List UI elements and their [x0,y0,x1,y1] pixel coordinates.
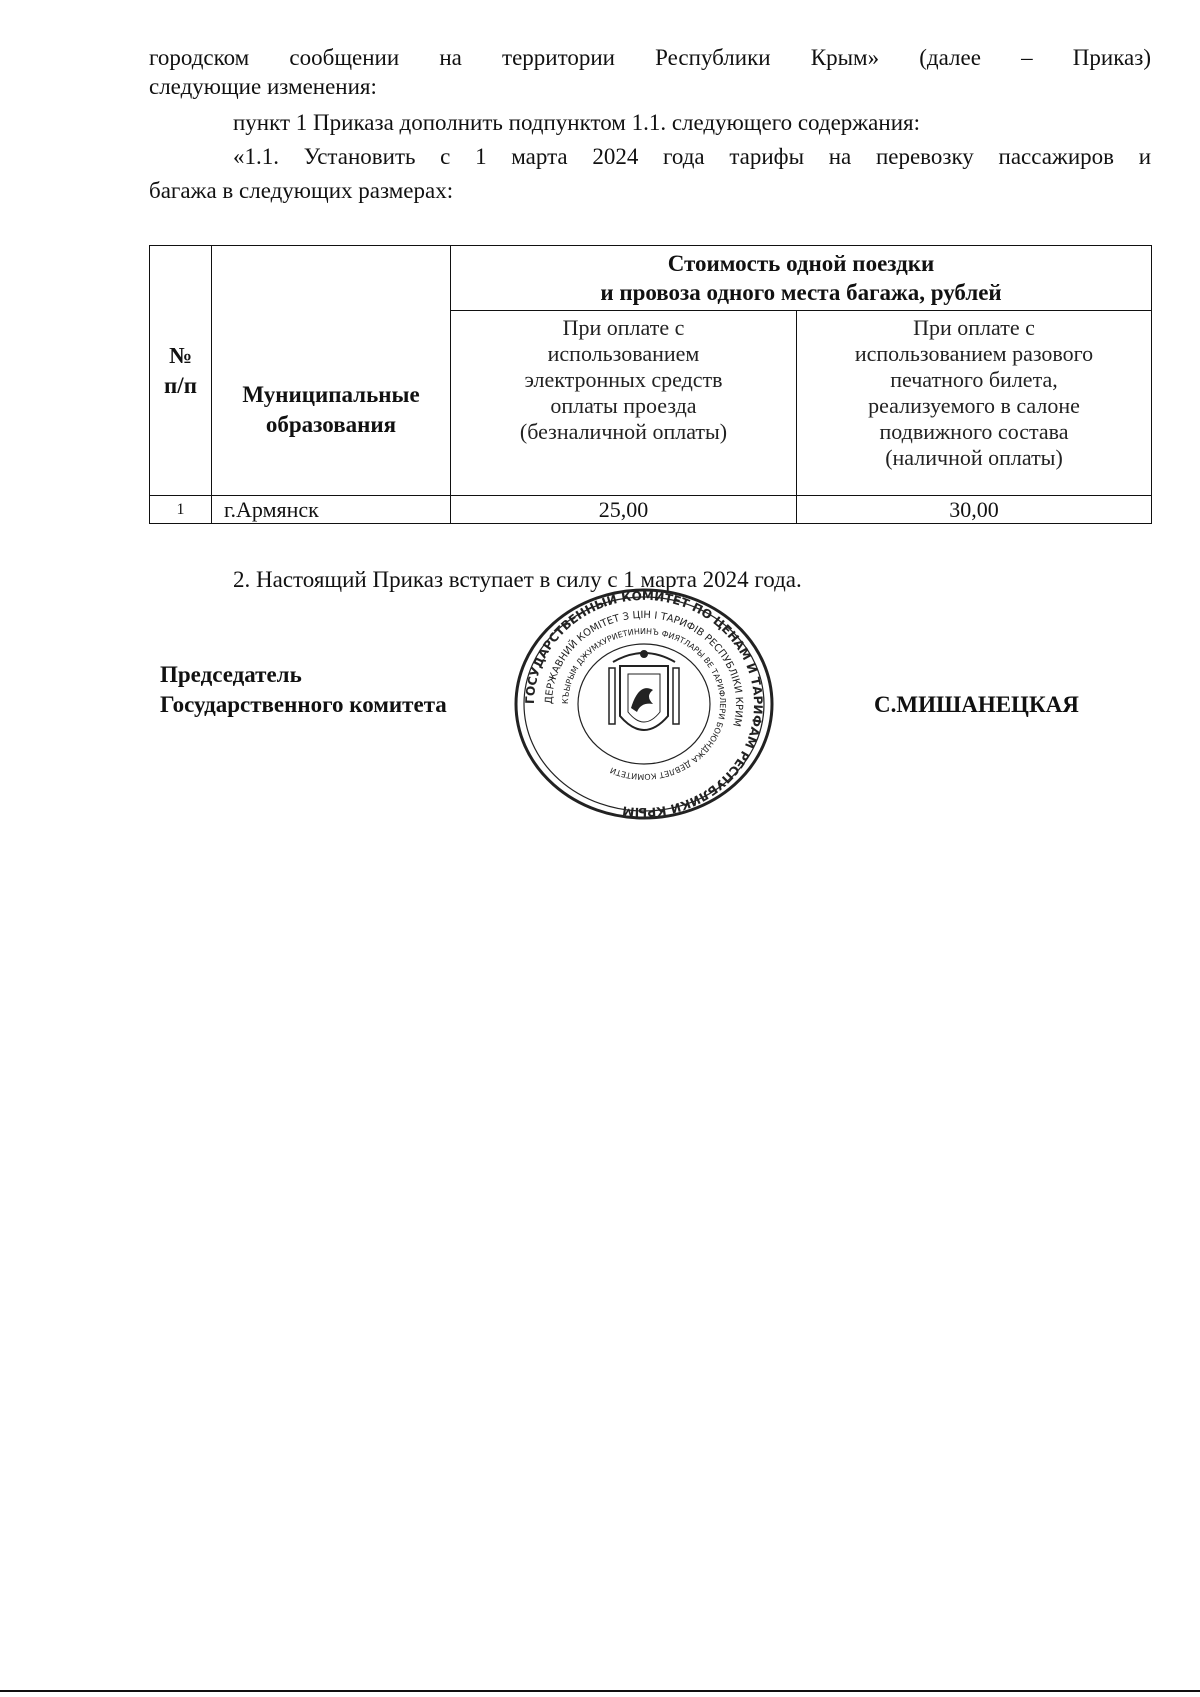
cashless-header-line: оплаты проезда [550,393,697,418]
seal-middle-text: ДЕРЖАВНИЙ КОМІТЕТ З ЦІН І ТАРИФІВ РЕСПУБЛІКИ КРИМ [543,609,745,728]
column-header-municipality-line2: образования [265,411,397,437]
body-line-2: следующие изменения: [149,74,377,99]
column-header-municipality-line1: Муниципальные [242,381,420,407]
signatory-name: С.МИШАНЕЦКАЯ [874,692,1079,717]
cashless-header-line: (безналичной оплаты) [519,419,728,444]
cashless-header-line: электронных средств [524,367,723,392]
column-header-cashless [451,311,797,496]
cashless-header-line: использованием [547,341,700,366]
signatory-title-line2: Государственного комитета [160,692,447,717]
table-row [150,496,1152,524]
cash-header-line: (наличной оплаты) [885,445,1063,470]
cash-header-line: реализуемого в салоне [868,393,1080,418]
column-header-number-line2: п/п [164,372,197,398]
column-group-header-line2: и провоза одного места багажа, рублей [600,280,1002,305]
clause-2: 2. Настоящий Приказ вступает в силу с 1 марта 2024 года. [233,567,802,592]
column-group-header-line1: Стоимость одной поездки [667,251,935,276]
page-bottom-border [0,1690,1200,1692]
signatory-title-line1: Председатель [160,662,302,687]
row-municipality: г.Армянск [212,496,451,524]
cash-header-line: использованием разового [854,341,1094,366]
body-line-1: городском сообщении на территории Республики Крым» (далее – Приказ) [149,45,1151,70]
coat-of-arms-emblem [609,650,679,730]
tariff-table [149,245,1152,524]
row-number: 1 [150,496,212,524]
seal-outer-text: ГОСУДАРСТВЕННЫЙ КОМИТЕТ ПО ЦЕНАМ И ТАРИФАМ РЕСПУБЛИКИ КРЫМ [522,588,766,820]
column-group-header-cost [451,246,1152,311]
cash-header-line: При оплате с [913,315,1035,340]
column-header-municipality [212,246,451,496]
cash-header-line: подвижного состава [879,419,1069,444]
cash-header-line: печатного билета, [890,367,1058,392]
signatory-title [160,660,447,720]
row-cash-price: 30,00 [797,496,1152,524]
body-line-3: пункт 1 Приказа дополнить подпунктом 1.1. следующего содержания: [233,110,920,135]
column-header-number [150,246,212,496]
body-line-4: «1.1. Установить с 1 марта 2024 года тарифы на перевозку пассажиров и [233,144,1151,169]
body-line-5: багажа в следующих размерах: [149,178,454,203]
row-cashless-price: 25,00 [451,496,797,524]
column-header-number-line1: № [168,342,193,368]
official-seal [513,586,775,822]
column-header-cash [797,311,1152,496]
seal-inner-text: КЪЫРЫМ ДЖУМХУРИЕТИНИНЪ ФИЯТЛАРЫ ВЕ ТАРИФЛЕРИ БОЮНДЖА ДЕВЛЕТ КОМИТЕТИ [560,626,728,782]
cashless-header-line: При оплате с [562,315,685,340]
